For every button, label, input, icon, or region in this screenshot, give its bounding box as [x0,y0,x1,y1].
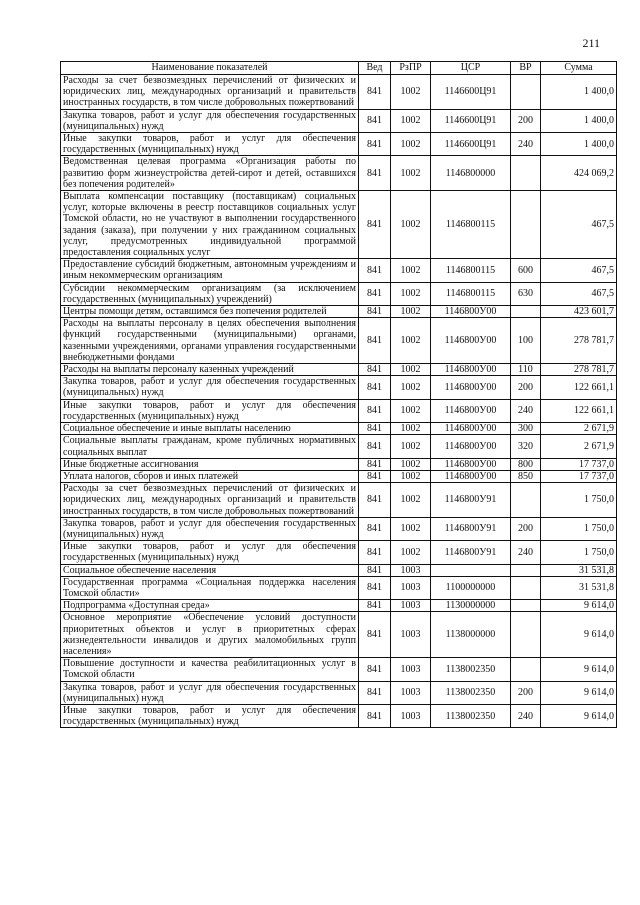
row-vr-cell [511,612,541,658]
row-ved-cell: 841 [359,681,391,704]
table-row [61,564,617,576]
row-vr-cell: 240 [511,133,541,156]
row-ved-cell: 841 [359,600,391,612]
table-row [61,612,617,658]
row-csr-cell: 1146800У00 [431,423,511,435]
row-csr-cell: 1146600Ц91 [431,133,511,156]
row-sum-cell: 1 750,0 [541,517,617,540]
row-vr-cell [511,576,541,599]
row-rzpr-cell: 1002 [391,364,431,376]
header-rzpr: РзПР [391,62,431,75]
row-vr-cell: 850 [511,470,541,482]
table-row [61,576,617,599]
row-ved-cell: 841 [359,133,391,156]
table-row [61,600,617,612]
row-sum-cell: 1 400,0 [541,75,617,110]
table-row [61,658,617,681]
row-rzpr-cell: 1002 [391,541,431,564]
row-rzpr-cell: 1003 [391,612,431,658]
row-ved-cell: 841 [359,376,391,399]
row-rzpr-cell: 1002 [391,318,431,364]
row-vr-cell: 800 [511,458,541,470]
row-csr-cell: 1146600Ц91 [431,109,511,132]
row-name-cell: Социальные выплаты гражданам, кроме публичных нормативных социальных выплат [61,435,359,458]
header-sum: Сумма [541,62,617,75]
header-csr: ЦСР [431,62,511,75]
table-header-row [61,62,617,75]
row-csr-cell: 1146800У00 [431,399,511,422]
row-ved-cell: 841 [359,423,391,435]
row-name-cell: Выплата компенсации поставщику (поставщикам) социальных услуг, которые включены в реестр поставщиков социальных услуг Томской области, но не участвуют в выполнении государственного задания (заказа), при получении у них гражданином социальных услуг, предусмотренных индивидуальной программой предоставления социальных услуг [61,191,359,259]
row-ved-cell: 841 [359,704,391,727]
header-ved: Вед [359,62,391,75]
row-name-cell: Ведомственная целевая программа «Организация работы по развитию форм жизнеустройства детей-сирот и детей, оставшихся без попечения родителей» [61,156,359,191]
row-ved-cell: 841 [359,470,391,482]
table-row [61,306,617,318]
row-ved-cell: 841 [359,75,391,110]
row-rzpr-cell: 1002 [391,109,431,132]
row-name-cell: Закупка товаров, работ и услуг для обеспечения государственных (муниципальных) нужд [61,376,359,399]
header-name: Наименование показателей [61,62,359,75]
row-ved-cell: 841 [359,282,391,305]
table-row [61,399,617,422]
row-name-cell: Иные закупки товаров, работ и услуг для обеспечения государственных (муниципальных) нужд [61,541,359,564]
row-name-cell: Иные бюджетные ассигнования [61,458,359,470]
row-sum-cell: 9 614,0 [541,612,617,658]
row-name-cell: Закупка товаров, работ и услуг для обеспечения государственных (муниципальных) нужд [61,109,359,132]
row-ved-cell: 841 [359,517,391,540]
table-row [61,435,617,458]
row-sum-cell: 467,5 [541,282,617,305]
row-rzpr-cell: 1002 [391,517,431,540]
row-name-cell: Основное мероприятие «Обеспечение условий доступности приоритетных объектов и услуг в приоритетных сферах жизнедеятельности инвалидов и других маломобильных групп населения» [61,612,359,658]
row-csr-cell: 1146800У00 [431,470,511,482]
table-row [61,704,617,727]
row-csr-cell: 1146800У91 [431,541,511,564]
row-sum-cell: 9 614,0 [541,704,617,727]
row-vr-cell: 200 [511,681,541,704]
row-sum-cell: 467,5 [541,191,617,259]
row-rzpr-cell: 1003 [391,681,431,704]
row-vr-cell: 630 [511,282,541,305]
row-rzpr-cell: 1003 [391,576,431,599]
page-number: 211 [582,36,600,50]
row-name-cell: Государственная программа «Социальная поддержка населения Томской области» [61,576,359,599]
row-sum-cell: 1 750,0 [541,483,617,518]
row-csr-cell: 1100000000 [431,576,511,599]
row-ved-cell: 841 [359,658,391,681]
row-name-cell: Уплата налогов, сборов и иных платежей [61,470,359,482]
row-sum-cell: 1 400,0 [541,109,617,132]
row-vr-cell [511,156,541,191]
row-csr-cell: 1138002350 [431,704,511,727]
row-rzpr-cell: 1002 [391,458,431,470]
row-csr-cell: 1146800У91 [431,483,511,518]
row-sum-cell: 17 737,0 [541,470,617,482]
row-ved-cell: 841 [359,435,391,458]
row-name-cell: Иные закупки товаров, работ и услуг для обеспечения государственных (муниципальных) нужд [61,399,359,422]
row-rzpr-cell: 1002 [391,282,431,305]
row-vr-cell: 240 [511,704,541,727]
table-row [61,517,617,540]
row-vr-cell: 240 [511,541,541,564]
row-name-cell: Социальное обеспечение населения [61,564,359,576]
row-name-cell: Субсидии некоммерческим организациям (за исключением государственных (муниципальных) учреждений) [61,282,359,305]
table-row [61,458,617,470]
row-name-cell: Социальное обеспечение и иные выплаты населению [61,423,359,435]
row-rzpr-cell: 1002 [391,75,431,110]
table-row [61,191,617,259]
row-vr-cell: 600 [511,259,541,282]
row-ved-cell: 841 [359,483,391,518]
row-vr-cell: 200 [511,109,541,132]
row-sum-cell: 278 781,7 [541,318,617,364]
row-vr-cell: 100 [511,318,541,364]
row-csr-cell: 1130000000 [431,600,511,612]
row-vr-cell [511,306,541,318]
row-rzpr-cell: 1003 [391,658,431,681]
row-sum-cell: 2 671,9 [541,423,617,435]
header-vr: ВР [511,62,541,75]
row-rzpr-cell: 1002 [391,133,431,156]
row-name-cell: Расходы на выплаты персоналу в целях обеспечения выполнения функций государственными (муниципальными) органами, казенными учреждениями, органами управления государственными внебюджетными фондами [61,318,359,364]
row-vr-cell [511,658,541,681]
row-rzpr-cell: 1002 [391,376,431,399]
table-row [61,109,617,132]
row-name-cell: Предоставление субсидий бюджетным, автономным учреждениям и иным некоммерческим организациям [61,259,359,282]
row-csr-cell: 1146800У00 [431,364,511,376]
row-name-cell: Закупка товаров, работ и услуг для обеспечения государственных (муниципальных) нужд [61,681,359,704]
row-ved-cell: 841 [359,364,391,376]
row-csr-cell: 1138002350 [431,681,511,704]
table-row [61,681,617,704]
row-csr-cell: 1138002350 [431,658,511,681]
row-csr-cell: 1146600Ц91 [431,75,511,110]
table-row [61,259,617,282]
row-sum-cell: 9 614,0 [541,658,617,681]
table-row [61,541,617,564]
row-sum-cell: 9 614,0 [541,600,617,612]
table-row [61,156,617,191]
row-vr-cell: 110 [511,364,541,376]
row-vr-cell: 320 [511,435,541,458]
row-csr-cell: 1146800У00 [431,318,511,364]
row-csr-cell: 1146800115 [431,191,511,259]
row-rzpr-cell: 1003 [391,600,431,612]
row-sum-cell: 467,5 [541,259,617,282]
row-ved-cell: 841 [359,318,391,364]
row-name-cell: Подпрограмма «Доступная среда» [61,600,359,612]
row-csr-cell: 1146800У00 [431,376,511,399]
row-sum-cell: 31 531,8 [541,576,617,599]
row-name-cell: Иные закупки товаров, работ и услуг для обеспечения государственных (муниципальных) нужд [61,704,359,727]
row-vr-cell [511,483,541,518]
table-row [61,318,617,364]
row-rzpr-cell: 1002 [391,306,431,318]
row-ved-cell: 841 [359,576,391,599]
row-vr-cell [511,75,541,110]
row-csr-cell: 1146800115 [431,259,511,282]
row-csr-cell: 1146800У91 [431,517,511,540]
row-vr-cell [511,191,541,259]
row-sum-cell: 122 661,1 [541,376,617,399]
row-vr-cell: 240 [511,399,541,422]
row-vr-cell: 200 [511,517,541,540]
table-body [61,75,617,728]
row-ved-cell: 841 [359,306,391,318]
row-name-cell: Центры помощи детям, оставшимся без попечения родителей [61,306,359,318]
row-csr-cell: 1146800У00 [431,435,511,458]
row-name-cell: Расходы за счет безвозмездных перечислений от физических и юридических лиц, международных организаций и правительств иностранных государств, в том числе добровольных пожертвований [61,483,359,518]
row-sum-cell: 2 671,9 [541,435,617,458]
row-rzpr-cell: 1002 [391,259,431,282]
table-row [61,423,617,435]
row-csr-cell: 1146800000 [431,156,511,191]
row-ved-cell: 841 [359,612,391,658]
row-vr-cell [511,600,541,612]
row-rzpr-cell: 1002 [391,435,431,458]
row-sum-cell: 278 781,7 [541,364,617,376]
budget-table [60,61,617,728]
row-name-cell: Закупка товаров, работ и услуг для обеспечения государственных (муниципальных) нужд [61,517,359,540]
row-sum-cell: 31 531,8 [541,564,617,576]
row-csr-cell: 1146800115 [431,282,511,305]
table-row [61,376,617,399]
row-vr-cell [511,564,541,576]
row-ved-cell: 841 [359,458,391,470]
row-ved-cell: 841 [359,564,391,576]
row-sum-cell: 122 661,1 [541,399,617,422]
row-csr-cell: 1146800У00 [431,458,511,470]
row-sum-cell: 1 750,0 [541,541,617,564]
row-csr-cell [431,564,511,576]
row-sum-cell: 17 737,0 [541,458,617,470]
row-rzpr-cell: 1002 [391,399,431,422]
table-row [61,483,617,518]
row-ved-cell: 841 [359,399,391,422]
row-sum-cell: 9 614,0 [541,681,617,704]
row-rzpr-cell: 1002 [391,470,431,482]
row-rzpr-cell: 1003 [391,704,431,727]
row-rzpr-cell: 1003 [391,564,431,576]
row-sum-cell: 424 069,2 [541,156,617,191]
row-vr-cell: 300 [511,423,541,435]
row-ved-cell: 841 [359,109,391,132]
row-rzpr-cell: 1002 [391,191,431,259]
table-row [61,133,617,156]
table-row [61,364,617,376]
row-ved-cell: 841 [359,541,391,564]
table-row [61,75,617,110]
table-row [61,470,617,482]
row-csr-cell: 1146800У00 [431,306,511,318]
row-name-cell: Расходы за счет безвозмездных перечислений от физических и юридических лиц, международных организаций и правительств иностранных государств, в том числе добровольных пожертвований [61,75,359,110]
row-name-cell: Повышение доступности и качества реабилитационных услуг в Томской области [61,658,359,681]
row-name-cell: Расходы на выплаты персоналу казенных учреждений [61,364,359,376]
row-vr-cell: 200 [511,376,541,399]
row-csr-cell: 1138000000 [431,612,511,658]
row-sum-cell: 423 601,7 [541,306,617,318]
row-ved-cell: 841 [359,191,391,259]
row-rzpr-cell: 1002 [391,423,431,435]
row-ved-cell: 841 [359,259,391,282]
row-rzpr-cell: 1002 [391,483,431,518]
table-row [61,282,617,305]
row-name-cell: Иные закупки товаров, работ и услуг для обеспечения государственных (муниципальных) нужд [61,133,359,156]
row-sum-cell: 1 400,0 [541,133,617,156]
row-rzpr-cell: 1002 [391,156,431,191]
row-ved-cell: 841 [359,156,391,191]
